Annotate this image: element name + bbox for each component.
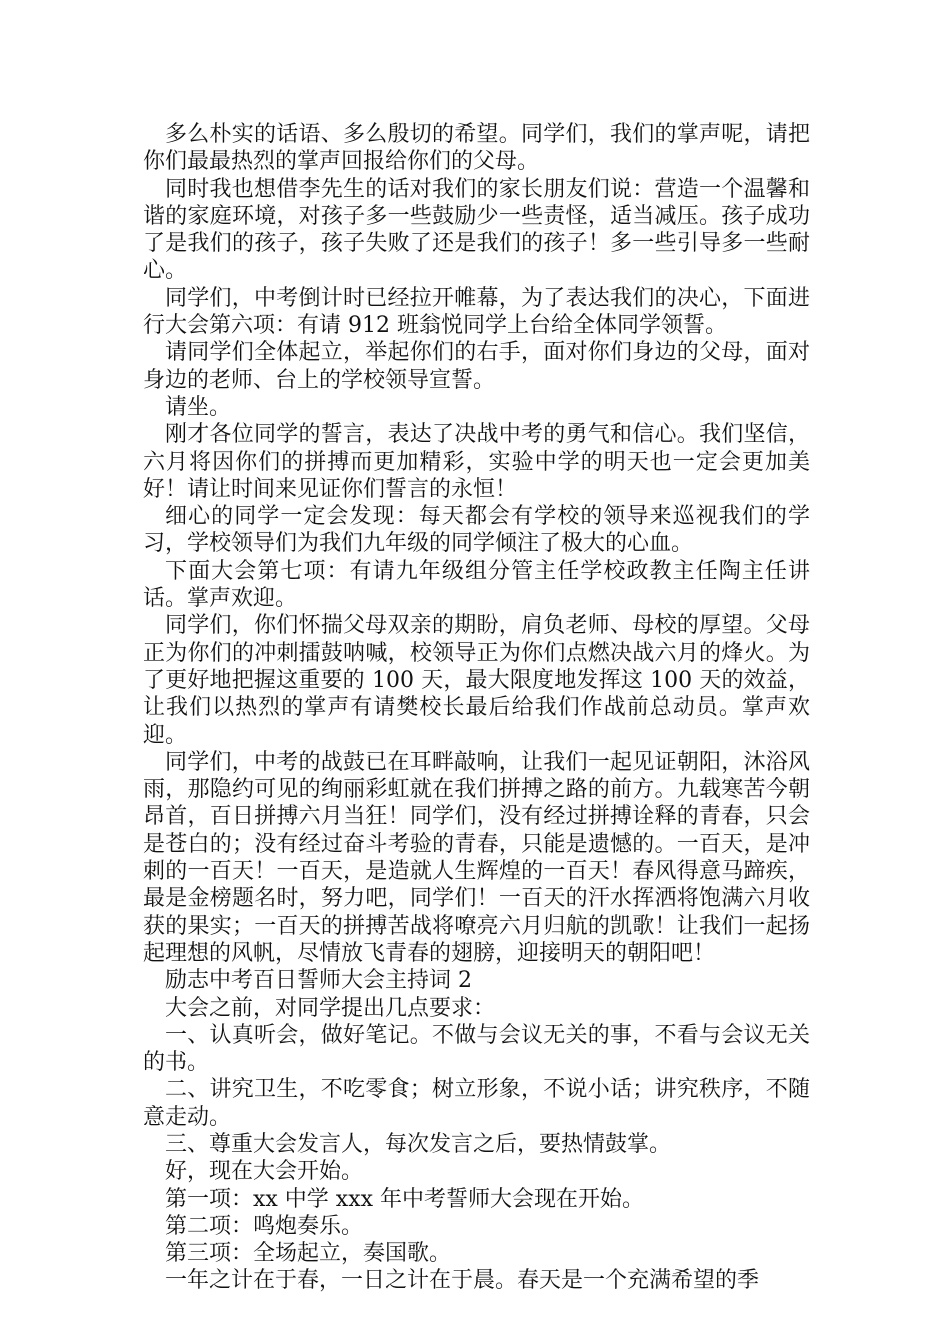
paragraph: 请同学们全体起立，举起你们的右手，面对你们身边的父母，面对身边的老师、台上的学校领导宣誓。 — [143, 340, 810, 393]
document-body — [143, 121, 810, 1295]
paragraph: 第一项：xx 中学 xxx 年中考誓师大会现在开始。 — [165, 1186, 645, 1212]
paragraph: 多么朴实的话语、多么殷切的希望。同学们，我们的掌声呢，请把你们最最热烈的掌声回报给你们的父母。 — [143, 122, 810, 175]
paragraph: 三、尊重大会发言人，每次发言之后，要热情鼓掌。 — [165, 1131, 672, 1157]
paragraph: 第二项：鸣炮奏乐。 — [165, 1213, 364, 1239]
paragraph: 二、讲究卫生，不吃零食；树立形象，不说小话；讲究秩序，不随意走动。 — [143, 1077, 810, 1130]
paragraph: 同时我也想借李先生的话对我们的家长朋友们说：营造一个温馨和谐的家庭环境，对孩子多一些鼓励少一些责怪，适当减压。孩子成功了是我们的孩子，孩子失败了还是我们的孩子！多一些引导多一些耐心。 — [143, 176, 810, 284]
paragraph: 同学们，你们怀揣父母双亲的期盼，肩负老师、母校的厚望。父母正为你们的冲刺擂鼓呐喊，校领导正为你们点燃决战六月的烽火。为了更好地把握这重要的 100 天，最大限度地发挥这 100 天的效益，让我们以热烈的掌声有请樊校长最后给我们作战前总动员。掌声欢迎。 — [143, 613, 810, 748]
paragraph: 请坐。 — [165, 394, 232, 420]
paragraph: 刚才各位同学的誓言，表达了决战中考的勇气和信心。我们坚信，六月将因你们的拼搏而更加精彩，实验中学的明天也一定会更加美好！请让时间来见证你们誓言的永恒！ — [143, 422, 810, 502]
paragraph: 大会之前，对同学提出几点要求： — [165, 995, 496, 1021]
paragraph: 第三项：全场起立，奏国歌。 — [165, 1241, 452, 1267]
paragraph: 一、认真听会，做好笔记。不做与会议无关的事，不看与会议无关的书。 — [143, 1022, 810, 1076]
paragraph: 一年之计在于春，一日之计在于晨。春天是一个充满希望的季 — [165, 1268, 760, 1294]
section-heading: 励志中考百日誓师大会主持词 2 — [165, 968, 472, 994]
paragraph: 同学们，中考倒计时已经拉开帷幕，为了表达我们的决心，下面进行大会第六项：有请 912 班翁悦同学上台给全体同学领誓。 — [143, 285, 810, 339]
paragraph: 好，现在大会开始。 — [165, 1159, 364, 1185]
paragraph: 细心的同学一定会发现：每天都会有学校的领导来巡视我们的学习，学校领导们为我们九年级的同学倾注了极大的心血。 — [143, 504, 810, 557]
paragraph: 下面大会第七项：有请九年级组分管主任学校政教主任陶主任讲话。掌声欢迎。 — [143, 558, 810, 612]
paragraph: 同学们，中考的战鼓已在耳畔敲响，让我们一起见证朝阳，沐浴风雨，那隐约可见的绚丽彩虹就在我们拼搏之路的前方。九载寒苦今朝昂首，百日拼搏六月当狂！同学们，没有经过拼搏诠释的青春，只会是苍白的；没有经过奋斗考验的青春，只能是遗憾的。一百天，是冲刺的一百天！一百天，是造就人生辉煌的一百天！春风得意马蹄疾，最是金榜题名时，努力吧，同学们！一百天的汗水挥洒将饱满六月收获的果实；一百天的拼搏苦战将嘹亮六月归航的凯歌！让我们一起扬起理想的风帆，尽情放飞青春的翅膀，迎接明天的朝阳吧！ — [143, 749, 810, 966]
